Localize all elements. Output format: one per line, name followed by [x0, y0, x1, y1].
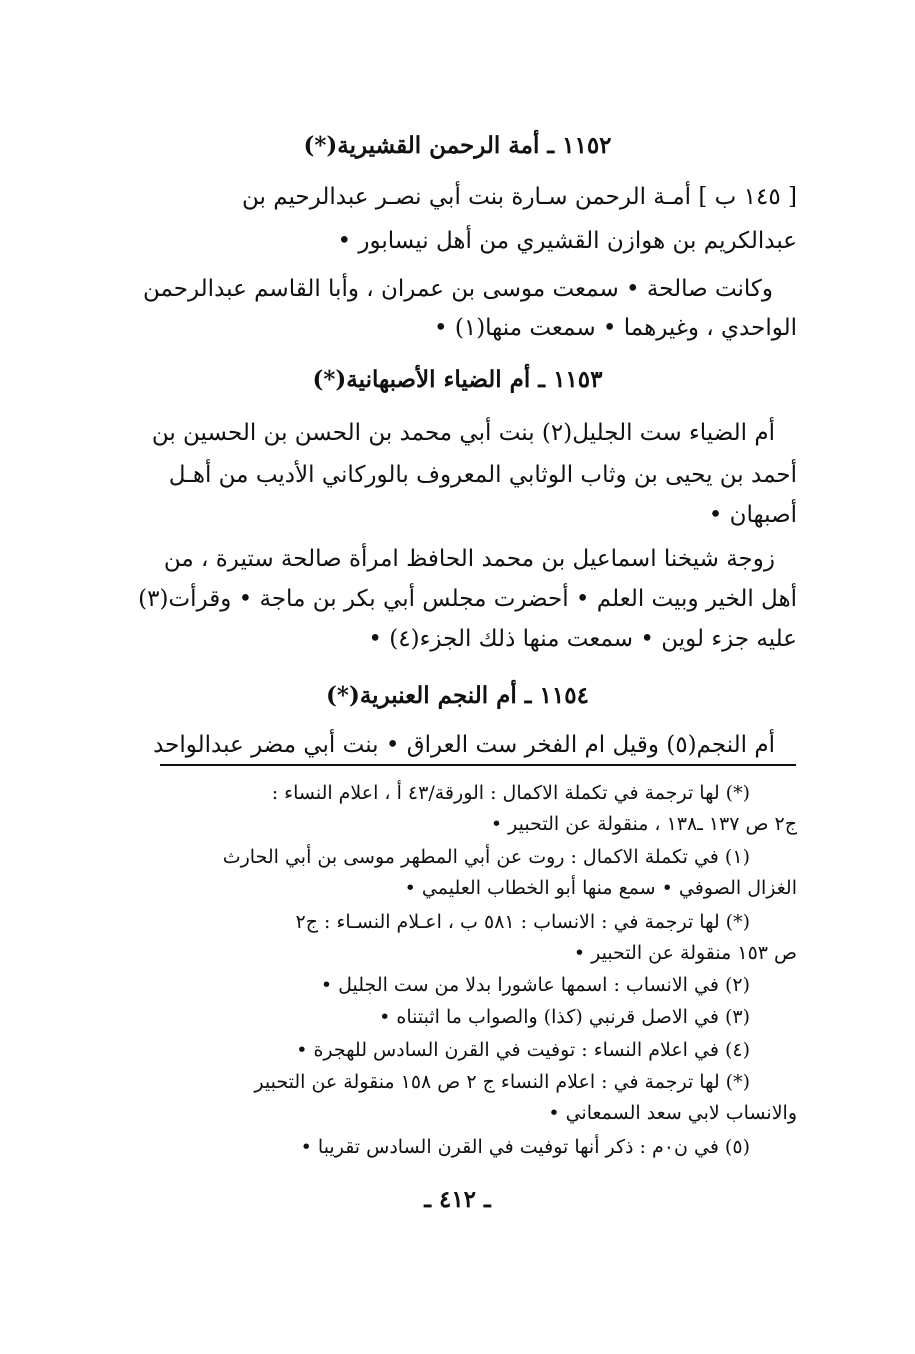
footnote-line: (٥) في ن٠م : ذكر أنها توفيت في القرن السادس تقريبا •	[300, 1136, 750, 1158]
footnote-line: (٤) في اعلام النساء : توفيت في القرن السادس للهجرة •	[296, 1039, 750, 1061]
body-line: وكانت صالحة • سمعت موسى بن عمران ، وأبا القاسم عبدالرحمن	[142, 276, 773, 302]
footnote-separator	[160, 764, 796, 766]
body-line: أحمد بن يحيى بن وثاب الوثابي المعروف بالوركاني الأديب من أهـل	[168, 462, 797, 488]
footnote-line: والانساب لابي سعد السمعاني •	[548, 1102, 797, 1124]
entry-heading: ١١٥٣ ـ أم الضياء الأصبهانية(*)	[312, 366, 603, 393]
footnote-line: (*) لها ترجمة في تكملة الاكمال : الورقة/٤٣ أ ، اعلام النساء :	[271, 782, 750, 804]
footnote-line: (١) في تكملة الاكمال : روت عن أبي المطهر موسى بن أبي الحارث	[222, 846, 750, 868]
page-number: ـ ٤١٢ ـ	[424, 1186, 491, 1213]
body-line: أم الضياء ست الجليل(٢) بنت أبي محمد بن الحسن بن الحسين بن	[151, 420, 775, 446]
footnote-line: ج٢ ص ١٣٧ ـ١٣٨ ، منقولة عن التحبير •	[490, 813, 797, 835]
entry-heading: ١١٥٤ ـ أم النجم العنبرية(*)	[326, 682, 589, 709]
body-line: أهل الخير وبيت العلم • أحضرت مجلس أبي بكر بن ماجة • وقرأت(٣)	[138, 586, 797, 612]
body-line: الواحدي ، وغيرهما • سمعت منها(١) •	[433, 315, 797, 341]
body-line: زوجة شيخنا اسماعيل بن محمد الحافظ امرأة صالحة ستيرة ، من	[163, 546, 775, 572]
body-line: عبدالكريم بن هوازن القشيري من أهل نيسابور •	[337, 228, 797, 254]
body-line: أم النجم(٥) وقيل ام الفخر ست العراق • بنت أبي مضر عبدالواحد	[153, 732, 775, 758]
body-line: عليه جزء لوين • سمعت منها ذلك الجزء(٤) •	[368, 626, 797, 652]
footnote-line: الغزال الصوفي • سمع منها أبو الخطاب العليمي •	[404, 877, 797, 899]
footnote-line: (٣) في الاصل قرنبي (كذا) والصواب ما اثبتناه •	[379, 1006, 750, 1028]
footnote-line: ص ١٥٣ منقولة عن التحبير •	[573, 942, 797, 964]
body-line: أصبهان •	[708, 502, 797, 528]
footnote-line: (*) لها ترجمة في : اعلام النساء ج ٢ ص ١٥٨ منقولة عن التحبير	[254, 1071, 750, 1093]
entry-heading: ١١٥٢ ـ أمة الرحمن القشيرية(*)	[303, 132, 612, 159]
footnote-line: (*) لها ترجمة في : الانساب : ٥٨١ ب ، اعـلام النسـاء : ج٢	[295, 911, 750, 933]
footnote-line: (٢) في الانساب : اسمها عاشورا بدلا من ست الجليل •	[320, 974, 750, 996]
body-line: [ ١٤٥ ب ] أمـة الرحمن سـارة بنت أبي نصـر عبدالرحيم بن	[241, 184, 797, 210]
